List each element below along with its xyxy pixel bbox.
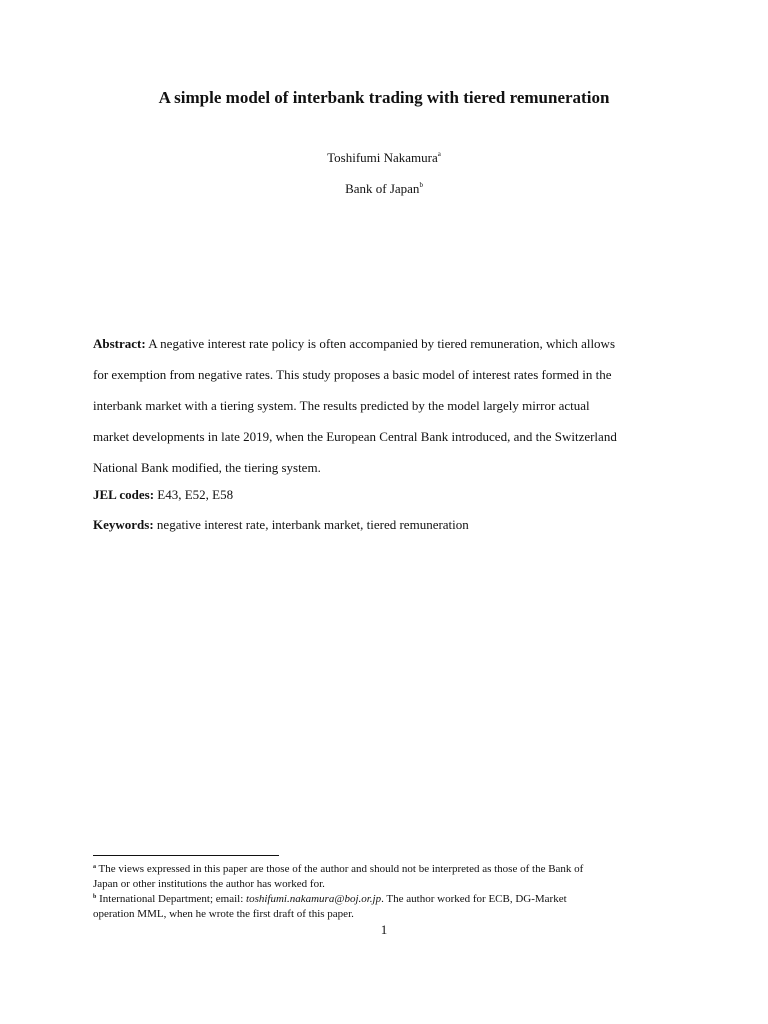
- author-email-link[interactable]: toshifumi.nakamura@boj.or.jp: [246, 893, 382, 905]
- footnote-a-mark: a: [93, 864, 96, 870]
- footnote-b-line-1: [93, 892, 683, 907]
- footnote-b-suffix: . The author worked for ECB, DG-Market: [381, 893, 567, 905]
- footnotes: [93, 862, 683, 922]
- keywords-value: negative interest rate, interbank market, tiered remuneration: [153, 517, 469, 532]
- affiliation-name: Bank of Japan: [345, 181, 420, 196]
- footnote-a-text-1: The views expressed in this paper are those of the author and should not be interpreted as those of the Bank of: [96, 863, 584, 875]
- footnote-b-mark: b: [93, 894, 97, 900]
- footnote-a-line-2: Japan or other institutions the author has worked for.: [93, 878, 325, 890]
- jel-codes-value: E43, E52, E58: [154, 487, 234, 502]
- affiliation-footnote-mark: b: [419, 181, 423, 189]
- author-footnote-mark: a: [437, 150, 441, 158]
- footnote-b-line-2: operation MML, when he wrote the first draft of this paper.: [93, 908, 354, 920]
- footnote-divider: [93, 855, 279, 856]
- footnote-a-line-1: [93, 862, 683, 877]
- author-name: Toshifumi Nakamura: [327, 150, 438, 165]
- abstract-line-3: interbank market with a tiering system. The results predicted by the model largely mirror actual: [93, 398, 590, 413]
- jel-codes-label: JEL codes:: [93, 487, 155, 502]
- author-line: [0, 149, 768, 167]
- abstract-line-4: market developments in late 2019, when the European Central Bank introduced, and the Switzerland: [93, 429, 617, 444]
- paper-title: A simple model of interbank trading with tiered remuneration: [158, 88, 610, 107]
- abstract-line-1: [93, 328, 683, 359]
- abstract-paragraph: [93, 328, 683, 483]
- page-number: 1: [380, 922, 388, 937]
- keywords-line: [93, 516, 683, 534]
- abstract-line-2: for exemption from negative rates. This study proposes a basic model of interest rates formed in the: [93, 367, 612, 382]
- footnote-b-prefix: International Department; email:: [96, 893, 247, 905]
- jel-codes-line: [93, 486, 683, 504]
- abstract-label: Abstract:: [93, 336, 146, 351]
- keywords-label: Keywords:: [93, 517, 154, 532]
- abstract-line-5: National Bank modified, the tiering system.: [93, 460, 321, 475]
- affiliation-line: [0, 180, 768, 198]
- abstract-text-1: A negative interest rate policy is often accompanied by tiered remuneration, which allows: [145, 336, 616, 351]
